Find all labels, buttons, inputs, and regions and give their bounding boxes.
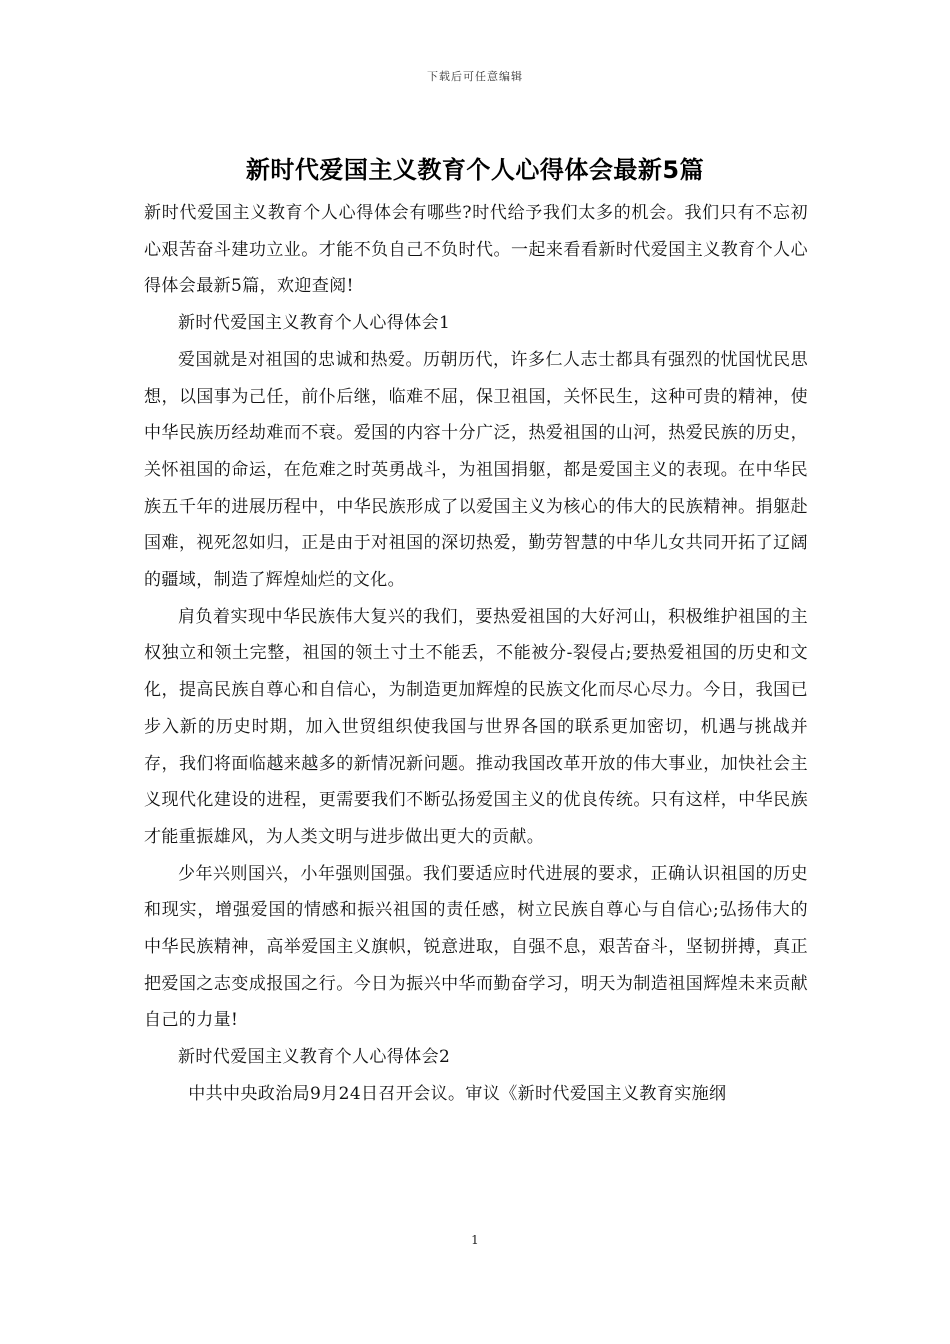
body-paragraph: 爱国就是对祖国的忠诚和热爱。历朝历代，许多仁人志士都具有强烈的忧国忧民思想，以国事为己任，前仆后继，临难不屈，保卫祖国，关怀民生，这种可贵的精神，使中华民族历经劫难而不衰。爱国的内容十分广泛，热爱祖国的山河，热爱民族的历史，关怀祖国的命运，在危难之时英勇战斗，为祖国捐躯，都是爱国主义的表现。在中华民族五千年的进展历程中，中华民族形成了以爱国主义为核心的伟大的民族精神。捐躯赴国难，视死忽如归，正是由于对祖国的深切热爱，勤劳智慧的中华儿女共同开拓了辽阔的疆域，制造了辉煌灿烂的文化。	[144, 349, 808, 591]
body-paragraph: 肩负着实现中华民族伟大复兴的我们，要热爱祖国的大好河山，积极维护祖国的主权独立和领土完整，祖国的领土寸土不能丢，不能被分-裂侵占;要热爱祖国的历史和文化，提高民族自尊心和自信心，为制造更加辉煌的民族文化而尽心尽力。今日，我国已步入新的历史时期，加入世贸组织使我国与世界各国的联系更加密切，机遇与挑战并存，我们将面临越来越多的新情况新问题。推动我国改革开放的伟大事业，加快社会主义现代化建设的进程，更需要我们不断弘扬爱国主义的优良传统。只有这样，中华民族才能重振雄风，为人类文明与进步做出更大的贡献。	[144, 606, 808, 847]
header-note: 下载后可任意编辑	[427, 70, 523, 83]
body-paragraph: 中共中央政治局9月24日召开会议。审议《新时代爱国主义教育实施纲	[188, 1083, 727, 1104]
page-number: 1	[471, 1233, 479, 1247]
document-title: 新时代爱国主义教育个人心得体会最新5篇	[245, 156, 705, 184]
section-heading-2: 新时代爱国主义教育个人心得体会2	[178, 1047, 451, 1068]
section-heading-1: 新时代爱国主义教育个人心得体会1	[178, 313, 451, 334]
body-paragraph: 少年兴则国兴，小年强则国强。我们要适应时代进展的要求，正确认识祖国的历史和现实，增强爱国的情感和振兴祖国的责任感，树立民族自尊心与自信心;弘扬伟大的中华民族精神，高举爱国主义旗帜，锐意进取，自强不息，艰苦奋斗，坚韧拼搏，真正把爱国之志变成报国之行。今日为振兴中华而勤奋学习，明天为制造祖国辉煌未来贡献自己的力量!	[144, 863, 808, 1031]
document-body	[144, 195, 808, 1113]
intro-paragraph: 新时代爱国主义教育个人心得体会有哪些?时代给予我们太多的机会。我们只有不忘初心艰苦奋斗建功立业。才能不负自己不负时代。一起来看看新时代爱国主义教育个人心得体会最新5篇，欢迎查阅!	[144, 203, 808, 297]
